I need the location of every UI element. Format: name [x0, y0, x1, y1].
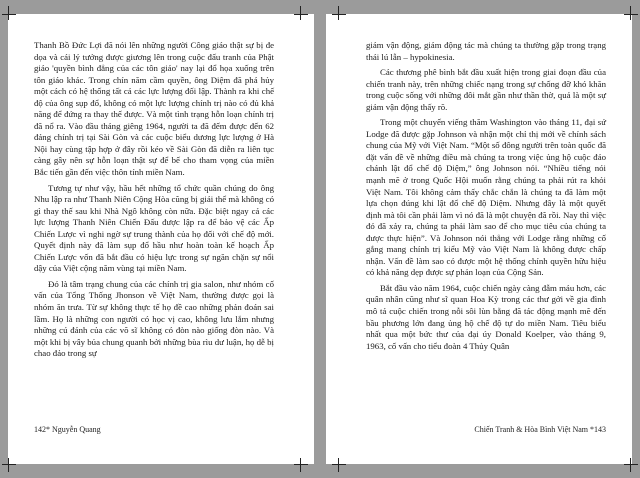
paragraph: Thanh Bồ Đức Lợi đã nói lên những người Công giáo thật sự bị đe dọa và cái lý tưởng được giương lên trong cuộc đấu tranh của Phật giáo 'quyền bình đẳng của các tôn giáo' nay lại đổ họa xuống trên tôn giáo khác. Trong chín năm cầm quyền, ông Diệm đã phá hủy một cách có hệ thống tất cả các lực lượng đối lập. Thành ra khi chế độ của ông sụp đổ, không có một lực lượng chính trị nào có đủ khả năng để đứng ra thay thế được. Và một tình trạng hỗn loạn chính trị đã nổ ra. Vào đầu tháng giêng 1964, người ta đã đếm được đến 62 đảng chính trị tại Sài Gòn và các cuộc biểu dương lực lượng ở Hà Nội hay cùng tập hợp ở đây rồi kéo về Sài Gòn đã diễn ra liên tục càng gây nên sự hỗn loạn thật sự để bế cho tham vọng của miền Bắc tiến gần đến việc thôn tính miền Nam.	[34, 40, 274, 178]
right-page	[326, 14, 632, 464]
crop-mark	[300, 458, 301, 472]
paragraph: Các thương phê bình bắt đầu xuất hiện trong giai đoạn đầu của chiến tranh này, trên những chiếc nạng trong sự chống đỡ khó khăn trong cuộc sống với những đôi mắt gần như thần thờ, quả là một sự giảm vận động thấy rõ.	[366, 67, 606, 112]
crop-mark	[332, 464, 346, 465]
crop-mark	[300, 6, 301, 20]
crop-mark	[630, 6, 631, 20]
crop-mark	[338, 6, 339, 20]
crop-mark	[332, 14, 346, 15]
crop-mark	[2, 464, 16, 465]
left-page-text	[34, 40, 274, 360]
crop-mark	[338, 458, 339, 472]
crop-mark	[2, 14, 16, 15]
left-page-footer: 142* Nguyễn Quang	[34, 425, 101, 434]
paragraph: Tương tự như vậy, hầu hết những tổ chức quần chúng do ông Nhu lập ra như Thanh Niên Cộng Hòa cũng bị giải thể mà không có gì thay thế sau khi Nhà Ngô không còn nữa. Đặc biệt ngay cả các lực lượng Thanh Niên Chiến Đấu được lập ra để bảo vệ các Ấp Chiến Lược vì nghi ngờ sự trung thành của họ đối với chế độ mới. Quyết định này đã làm sụp đổ hầu như hoàn toàn kế hoạch Ấp Chiến Lược vốn đã bắt đầu có hiệu lực trong sự ngăn chặn sự nổi dậy của Việt cộng năm vùng tại miền Nam.	[34, 182, 274, 274]
crop-mark	[630, 458, 631, 472]
paragraph: giám vận động, giám động tác mà chúng ta thường gặp trong trạng thái lú lẫn – hypokinesia.	[366, 40, 606, 62]
left-page	[8, 14, 314, 464]
paragraph: Trong một chuyến viếng thăm Washington vào tháng 11, đại sứ Lodge đã được gặp Johnson và nhận một chỉ thị mới về chính sách chung của Mỹ với Việt Nam. “Một số đông người trên toàn quốc đã đặt vấn đề về những điều mà chúng ta trong việc ủng hộ cuộc đảo chánh lật đổ chế độ Diệm,” ông Johnson nói. “Nhiều tiếng nói mạnh mẽ ở trong Quốc Hội muốn rằng chúng ta phải rút ra khỏi Việt Nam. Tôi không cảm thấy chắc chắn là chúng ta đã làm một lựa chọn đúng khi lật đổ chế độ Diệm. Nhưng đây là một quyết định mà tôi cần phải làm vì nó đã là một chuyện đã rồi. Nay thì việc đó đã xảy ra, chúng ta phải làm sao để cho mục tiêu của chúng ta được thực hiện”. Và Johnson nói thẳng với Lodge rằng những cố gắng mang chính trị kiểu Mỹ vào Việt Nam là không được chấp nhận. Vấn đề làm sao có được một hệ thống chính quyền hữu hiệu có khả năng dẹp được sự phản loạn của Cộng Sản.	[366, 117, 606, 278]
right-page-text	[366, 40, 606, 352]
crop-mark	[624, 14, 638, 15]
crop-mark	[294, 14, 308, 15]
crop-mark	[624, 464, 638, 465]
crop-mark	[294, 464, 308, 465]
crop-mark	[8, 6, 9, 20]
crop-mark	[8, 458, 9, 472]
paragraph: Bắt đầu vào năm 1964, cuộc chiến ngày càng đẫm máu hơn, các quân nhân cũng như sĩ quan Hoa Kỳ trong các thư gởi về gia đình mô tả cuộc chiến trong nỗi sôi lùn bằng đã tác động mạnh mẽ đến bầu phương lớn đang ủng hộ chế độ tự do miền Nam. Tiêu biểu nhất qua một bức thư của đại úy Donald Koelper, vào tháng 9, 1963, cố vấn cho tiểu đoàn 4 Thủy Quân	[366, 282, 606, 351]
paragraph: Đó là tâm trạng chung của các chính trị gia salon, như nhóm cố vấn của Tổng Thống Jhonson về Việt Nam, thường được gọi là nhóm ăn trưa. Từ sự không thực tế họ đề cao những phản đoán sai lầm. Họ là những con người có học vị cao, không lưu lắm nhưng những cú đánh của các võ sĩ không có đòn nào giống đòn nào. Và một khi bị vây bủa chung quanh bởi những bùa rìu dư luận, họ dễ bị chao đảo trong sự	[34, 278, 274, 359]
right-page-footer: Chiến Tranh & Hòa Bình Việt Nam *143	[474, 425, 606, 434]
